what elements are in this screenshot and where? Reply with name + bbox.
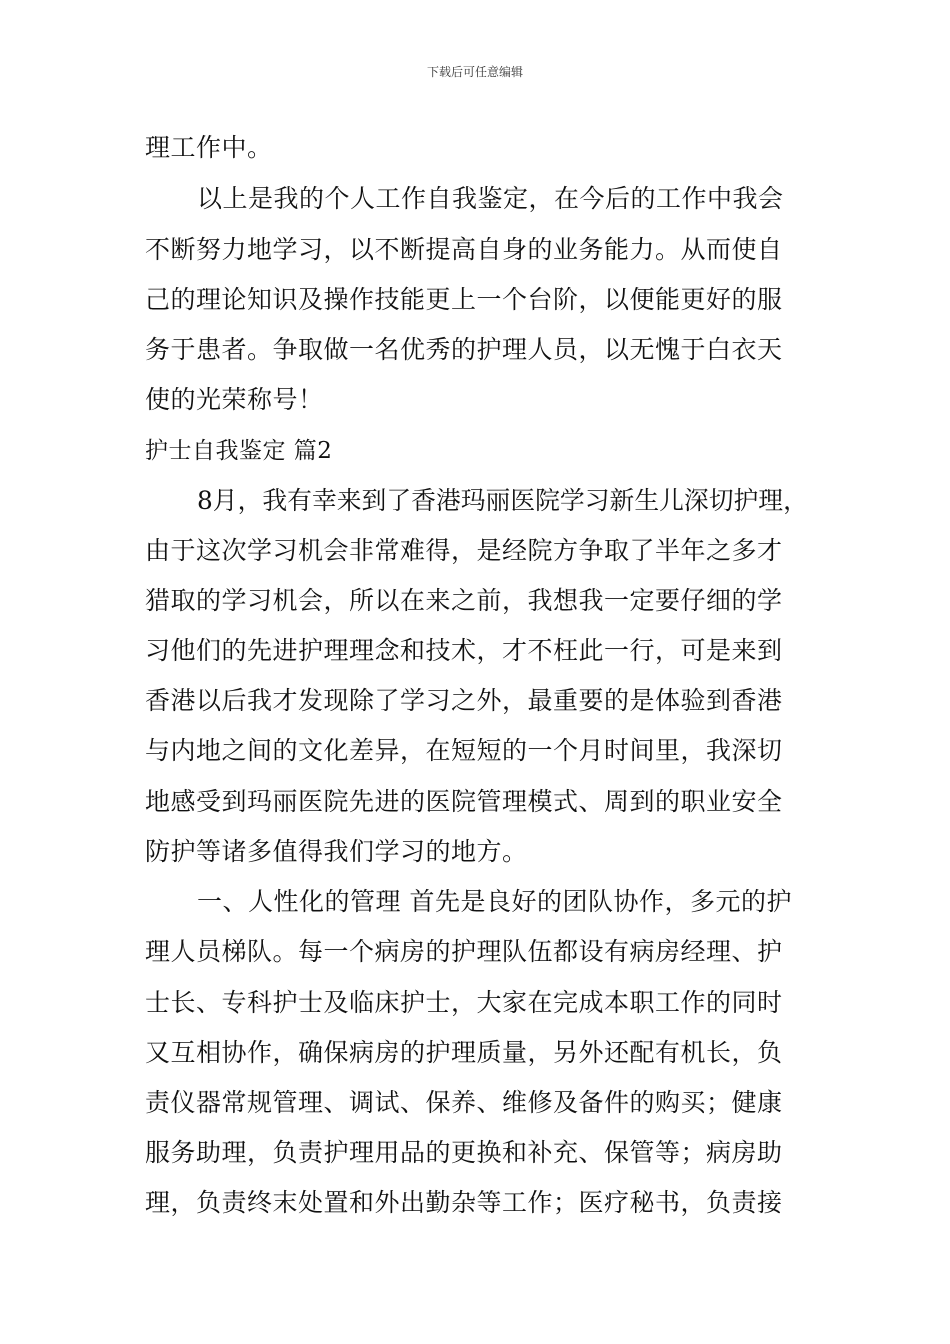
text-line: 责仪器常规管理、调试、保养、维修及备件的购买；健康 bbox=[145, 1088, 783, 1117]
text-line: 猎取的学习机会，所以在来之前，我想我一定要仔细的学 bbox=[145, 586, 783, 615]
paragraph-first-line: 一、人性化的管理 首先是良好的团队协作，多元的护 bbox=[197, 887, 792, 916]
text-line: 不断努力地学习，以不断提高自身的业务能力。从而使自 bbox=[145, 235, 783, 264]
text-line: 理工作中。 bbox=[145, 133, 273, 162]
text-line: 由于这次学习机会非常难得，是经院方争取了半年之多才 bbox=[145, 536, 783, 565]
section-heading: 护士自我鉴定 篇2 bbox=[145, 438, 333, 464]
text-line: 己的理论知识及操作技能更上一个台阶，以便能更好的服 bbox=[145, 285, 783, 314]
text-line: 与内地之间的文化差异，在短短的一个月时间里，我深切 bbox=[145, 736, 783, 765]
text-line: 防护等诸多值得我们学习的地方。 bbox=[145, 837, 528, 866]
text-line: 使的光荣称号！ bbox=[145, 385, 324, 414]
text-line: 务于患者。争取做一名优秀的护理人员，以无愧于白衣天 bbox=[145, 335, 783, 364]
text-line: 又互相协作，确保病房的护理质量，另外还配有机长，负 bbox=[145, 1038, 783, 1067]
text-line: 香港以后我才发现除了学习之外，最重要的是体验到香港 bbox=[145, 686, 783, 715]
text-line: 地感受到玛丽医院先进的医院管理模式、周到的职业安全 bbox=[145, 787, 783, 816]
page-header: 下载后可任意编辑 bbox=[426, 65, 523, 79]
paragraph-first-line: 以上是我的个人工作自我鉴定，在今后的工作中我会 bbox=[197, 184, 784, 213]
text-line: 习他们的先进护理理念和技术，才不枉此一行，可是来到 bbox=[145, 636, 783, 665]
paragraph-first-line: 8月，我有幸来到了香港玛丽医院学习新生儿深切护理， bbox=[197, 486, 808, 515]
text-line: 理，负责终末处置和外出勤杂等工作；医疗秘书，负责接 bbox=[145, 1188, 783, 1217]
text-line: 士长、专科护士及临床护士，大家在完成本职工作的同时 bbox=[145, 988, 783, 1017]
text-line: 理人员梯队。每一个病房的护理队伍都设有病房经理、护 bbox=[145, 937, 783, 966]
text-line: 服务助理，负责护理用品的更换和补充、保管等；病房助 bbox=[145, 1138, 783, 1167]
